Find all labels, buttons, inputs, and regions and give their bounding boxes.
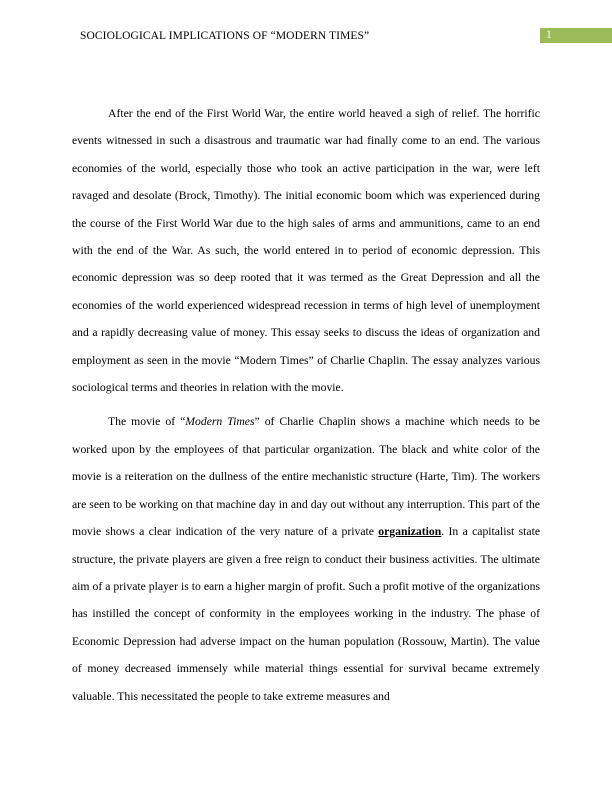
page-number-box	[540, 28, 612, 43]
film-title: Modern Times	[185, 415, 255, 429]
paragraph-1: After the end of the First World War, the entire world heaved a sigh of relief. The horrific events witnessed in such a disastrous and traumatic war had finally come to an end. The various economies of the world, especially those who took an active participation in the war, were left ravaged and desolate (Brock, Timothy). The initial economic boom which was experienced during the course of the First World War due to the high sales of arms and ammunitions, came to an end with the end of the War. As such, the world entered in to period of economic depression. This economic depression was so deep rooted that it was termed as the Great Depression and all the economies of the world experienced widespread recession in terms of high level of unemployment and a rapidly decreasing value of money. This essay seeks to discuss the ideas of organization and employment as seen in the movie “Modern Times” of Charlie Chaplin. The essay analyzes various sociological terms and theories in relation with the movie.	[72, 107, 540, 395]
paragraph-2-text-2: ” of Charlie Chaplin shows a machine which needs to be worked upon by the employees of that particular organization. The black and white color of the movie is a reiteration on the dullness of the entire mechanistic structure (Harte, Tim). The workers are seen to be working on that machine day in and day out without any interruption. This part of the movie shows a clear indication of the very nature of a private	[72, 415, 540, 539]
keyword-organization: organization	[378, 525, 442, 539]
document-body	[72, 100, 540, 717]
paragraph-2-text-3: . In a capitalist state structure, the private players are given a free reign to conduct their business activities. The ultimate aim of a private player is to earn a higher margin of profit. Such a profit motive of the organizations has instilled the concept of conformity in the employees working in the industry. The phase of Economic Depression had adverse impact on the human population (Rossouw, Martin). The value of money decreased immensely while material things essential for survival became extremely valuable. This necessitated the people to take extreme measures and	[72, 525, 541, 703]
paragraph-2-text-1: The movie of “	[108, 415, 186, 429]
page-header	[0, 0, 612, 44]
running-head: SOCIOLOGICAL IMPLICATIONS OF “MODERN TIMES”	[80, 30, 370, 42]
page-number: 1	[546, 29, 552, 41]
paragraph-2	[72, 408, 540, 709]
